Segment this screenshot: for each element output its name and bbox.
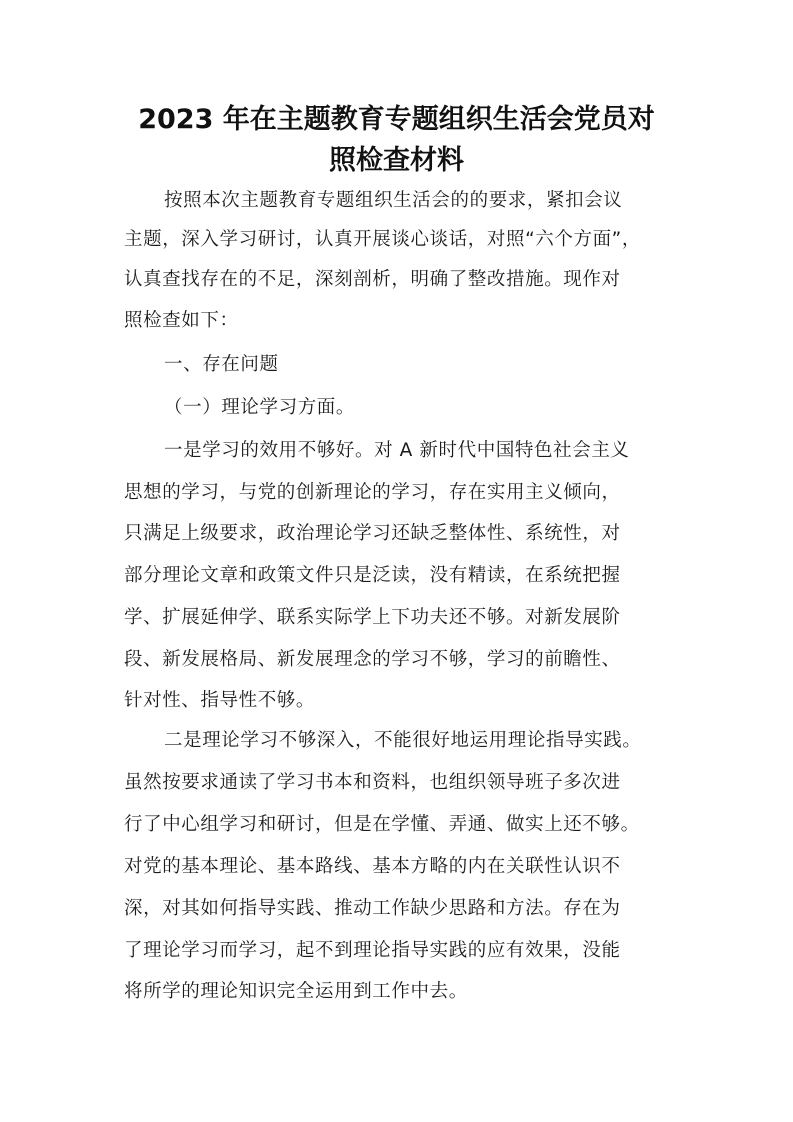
- paragraph-line: 部分理论文章和政策文件只是泛读，没有精读，在系统把握: [124, 565, 621, 586]
- paragraph-line: 虽然按要求通读了学习书本和资料，也组织领导班子多次进: [124, 772, 621, 793]
- paragraph-line: 段、新发展格局、新发展理念的学习不够，学习的前瞻性、: [124, 649, 621, 670]
- paragraph-line: 按照本次主题教育专题组织生活会的的要求，紧扣会议: [164, 190, 623, 211]
- paragraph-line: 只满足上级要求，政治理论学习还缺乏整体性、系统性，对: [124, 523, 621, 544]
- paragraph-line: 针对性、指导性不够。: [124, 690, 316, 711]
- paragraph-line: 行了中心组学习和研讨，但是在学懂、弄通、做实上还不够。: [124, 814, 640, 835]
- paragraph-line: 学、扩展延伸学、联系实际学上下功夫还不够。对新发展阶: [124, 607, 621, 628]
- paragraph-line: 将所学的理论知识完全运用到工作中去。: [124, 981, 468, 1002]
- document-title-line-1: 2023 年在主题教育专题组织生活会党员对: [138, 104, 655, 135]
- paragraph-line: 对党的基本理论、基本路线、基本方略的内在关联性认识不: [124, 856, 621, 877]
- paragraph-line: 二是理论学习不够深入，不能很好地运用理论指导实践。: [164, 730, 642, 751]
- paragraph-line: 主题，深入学习研讨，认真开展谈心谈话，对照“六个方面”，: [124, 229, 641, 250]
- paragraph-line: 照检查如下：: [124, 310, 239, 331]
- paragraph-line: 思想的学习，与党的创新理论的学习，存在实用主义倾向，: [124, 482, 621, 503]
- section-heading: 一、存在问题: [164, 354, 279, 375]
- paragraph-line: 认真查找存在的不足，深刻剖析，明确了整改措施。现作对: [124, 269, 621, 290]
- subsection-heading: （一）理论学习方面。: [164, 397, 356, 418]
- document-title-line-2: 照检查材料: [329, 145, 464, 176]
- paragraph-line: 一是学习的效用不够好。对 A 新时代中国特色社会主义: [164, 440, 630, 461]
- paragraph-line: 了理论学习而学习，起不到理论指导实践的应有效果，没能: [124, 940, 621, 961]
- paragraph-line: 深，对其如何指导实践、推动工作缺少思路和方法。存在为: [124, 898, 621, 919]
